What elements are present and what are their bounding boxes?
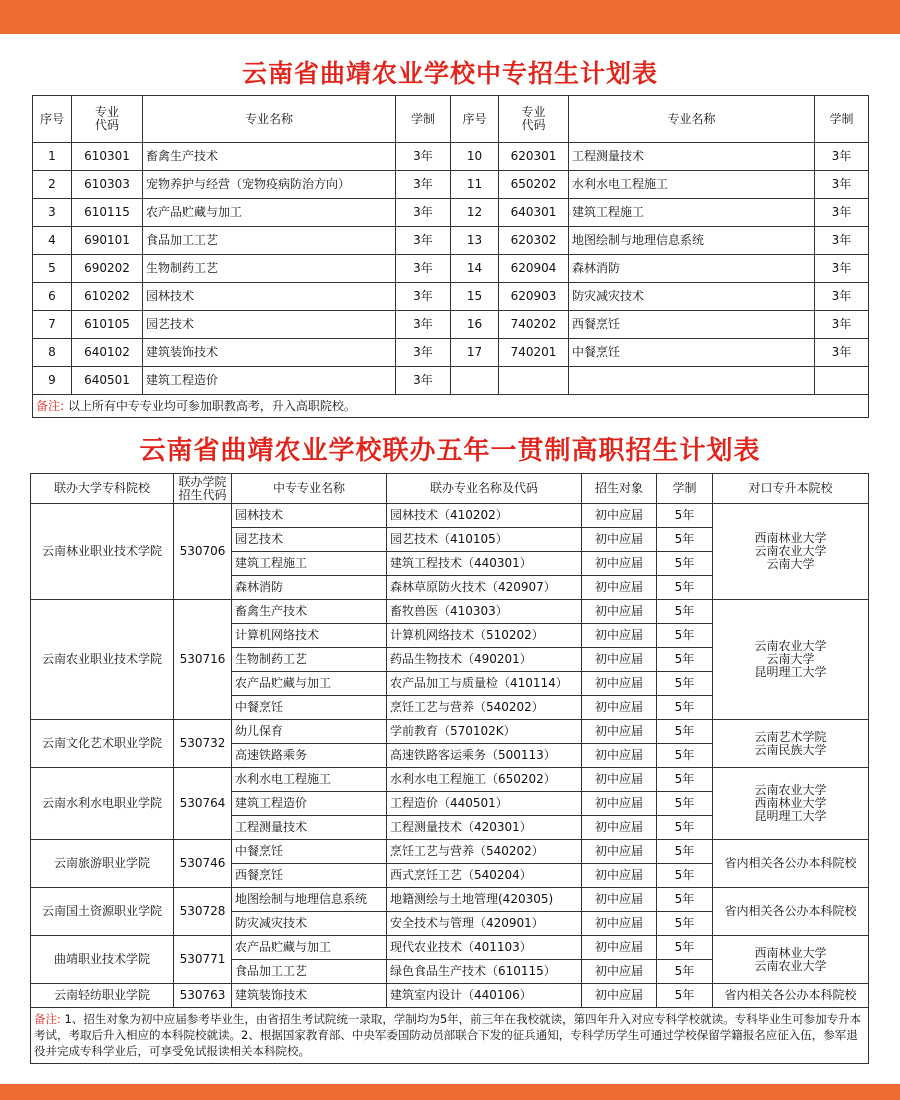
major-name: 中餐烹饪 (569, 339, 815, 367)
joint-major: 建筑室内设计（440106） (387, 984, 582, 1008)
university-name: 昆明理工大学 (754, 809, 827, 823)
joint-major: 建筑工程技术（440301） (387, 552, 582, 576)
major-code: 740201 (499, 339, 569, 367)
major-code: 610105 (72, 311, 143, 339)
university-name: 云南大学 (766, 557, 815, 571)
study-years: 5年 (657, 576, 713, 600)
university-name: 云南农业大学 (754, 639, 827, 653)
study-years: 5年 (657, 840, 713, 864)
study-years: 3年 (815, 283, 869, 311)
row-no: 16 (451, 311, 499, 339)
secondary-major: 高速铁路乘务 (232, 744, 387, 768)
table-row (31, 888, 869, 912)
joint-major: 现代农业技术（401103） (387, 936, 582, 960)
table-row (33, 171, 869, 199)
university-name: 云南大学 (766, 652, 815, 666)
study-years: 5年 (657, 960, 713, 984)
row-no: 17 (451, 339, 499, 367)
major-code: 640501 (72, 367, 143, 395)
major-code: 620302 (499, 227, 569, 255)
secondary-school-plan-table (32, 95, 869, 418)
header-university: 对口专升本院校 (713, 474, 869, 504)
joint-major: 烹饪工艺与营养（540202） (387, 840, 582, 864)
table-row (31, 984, 869, 1008)
table1-header-row (33, 96, 869, 143)
secondary-major: 农产品贮藏与加工 (232, 936, 387, 960)
header-years: 学制 (396, 96, 451, 143)
major-name: 建筑装饰技术 (143, 339, 396, 367)
enroll-target: 初中应届 (582, 552, 657, 576)
page-title-joint-college-plan: 云南省曲靖农业学校联办五年一贯制高职招生计划表 (139, 436, 761, 466)
joint-major: 畜牧兽医（410303） (387, 600, 582, 624)
secondary-major: 农产品贮藏与加工 (232, 672, 387, 696)
major-code: 690101 (72, 227, 143, 255)
enroll-target: 初中应届 (582, 768, 657, 792)
joint-major: 水利水电工程施工（650202） (387, 768, 582, 792)
row-no (451, 367, 499, 395)
study-years: 3年 (396, 283, 451, 311)
study-years: 3年 (815, 227, 869, 255)
study-years: 5年 (657, 888, 713, 912)
table-row (31, 840, 869, 864)
college-code: 530706 (174, 504, 232, 600)
major-code: 640102 (72, 339, 143, 367)
major-name: 西餐烹饪 (569, 311, 815, 339)
major-name: 宠物养护与经营（宠物疫病防治方向） (143, 171, 396, 199)
enroll-target: 初中应届 (582, 864, 657, 888)
table-row (31, 936, 869, 960)
major-code: 610115 (72, 199, 143, 227)
major-code: 650202 (499, 171, 569, 199)
secondary-major: 生物制药工艺 (232, 648, 387, 672)
header-years: 学制 (815, 96, 869, 143)
enroll-target: 初中应届 (582, 984, 657, 1008)
major-name: 建筑工程造价 (143, 367, 396, 395)
study-years: 5年 (657, 696, 713, 720)
university-name: 西南林业大学 (754, 796, 827, 810)
target-universities (713, 840, 869, 888)
study-years (815, 367, 869, 395)
study-years: 3年 (815, 171, 869, 199)
header-target: 招生对象 (582, 474, 657, 504)
study-years: 5年 (657, 744, 713, 768)
study-years: 3年 (396, 367, 451, 395)
header-major: 中专专业名称 (232, 474, 387, 504)
college-code: 530763 (174, 984, 232, 1008)
study-years: 5年 (657, 792, 713, 816)
top-orange-bar (0, 0, 900, 34)
college-name: 云南文化艺术职业学院 (31, 720, 174, 768)
major-code: 690202 (72, 255, 143, 283)
enroll-target: 初中应届 (582, 672, 657, 696)
study-years: 3年 (396, 311, 451, 339)
study-years: 3年 (396, 171, 451, 199)
joint-major: 工程测量技术（420301） (387, 816, 582, 840)
table-row (33, 255, 869, 283)
college-code: 530716 (174, 600, 232, 720)
joint-major: 森林草原防火技术（420907） (387, 576, 582, 600)
joint-major: 计算机网络技术（510202） (387, 624, 582, 648)
enroll-target: 初中应届 (582, 624, 657, 648)
study-years: 5年 (657, 936, 713, 960)
table2-note-row (31, 1008, 869, 1064)
joint-major: 农产品加工与质量检（410114） (387, 672, 582, 696)
note-text: 1、招生对象为初中应届参考毕业生，由省招生考试院统一录取，学制均为5年，前三年在我校就读，第四年升入对应专科学校就读。专科毕业生可参加专升本考试，考取后升入相应的本科院校就读。2、根据国家教育部、中央军委国防动员部联合下发的征兵通知，专科学历学生可通过学校保留学籍报名应征入伍，参军退役并完成专科学业后，可享受免试报读相关本科院校。 (34, 1012, 862, 1058)
university-name: 云南民族大学 (754, 742, 827, 757)
university-name: 省内相关各公办本科院校 (724, 904, 857, 918)
row-no: 3 (33, 199, 72, 227)
secondary-major: 西餐烹饪 (232, 864, 387, 888)
secondary-major: 园林技术 (232, 504, 387, 528)
major-code (499, 367, 569, 395)
secondary-major: 畜禽生产技术 (232, 600, 387, 624)
major-name: 水利水电工程施工 (569, 171, 815, 199)
major-name: 园艺技术 (143, 311, 396, 339)
table1-note-row (33, 395, 869, 418)
major-code: 620904 (499, 255, 569, 283)
enroll-target: 初中应届 (582, 840, 657, 864)
study-years: 5年 (657, 816, 713, 840)
college-code: 530771 (174, 936, 232, 984)
table-row (31, 720, 869, 744)
college-name: 曲靖职业技术学院 (31, 936, 174, 984)
study-years: 3年 (396, 143, 451, 171)
joint-major: 园艺技术（410105） (387, 528, 582, 552)
bottom-orange-bar (0, 1084, 900, 1100)
major-code: 610303 (72, 171, 143, 199)
college-name: 云南旅游职业学院 (31, 840, 174, 888)
college-code: 530746 (174, 840, 232, 888)
table1-note (33, 395, 869, 418)
header-name: 专业名称 (569, 96, 815, 143)
study-years: 5年 (657, 648, 713, 672)
major-name: 园林技术 (143, 283, 396, 311)
university-name: 云南农业大学 (754, 544, 827, 558)
secondary-major: 工程测量技术 (232, 816, 387, 840)
row-no: 2 (33, 171, 72, 199)
secondary-major: 建筑装饰技术 (232, 984, 387, 1008)
college-code: 530764 (174, 768, 232, 840)
joint-major: 地籍测绘与土地管理(420305) (387, 888, 582, 912)
joint-major: 工程造价（440501） (387, 792, 582, 816)
table-row (31, 504, 869, 528)
major-code: 620903 (499, 283, 569, 311)
major-name (569, 367, 815, 395)
study-years: 3年 (815, 311, 869, 339)
header-no: 序号 (451, 96, 499, 143)
enroll-target: 初中应届 (582, 504, 657, 528)
secondary-major: 地图绘制与地理信息系统 (232, 888, 387, 912)
enroll-target: 初中应届 (582, 744, 657, 768)
college-name: 云南林业职业技术学院 (31, 504, 174, 600)
secondary-major: 建筑工程造价 (232, 792, 387, 816)
enroll-target: 初中应届 (582, 648, 657, 672)
page-title-secondary-school-plan: 云南省曲靖农业学校中专招生计划表 (241, 59, 658, 88)
header-name: 专业名称 (143, 96, 396, 143)
college-name: 云南农业职业技术学院 (31, 600, 174, 720)
row-no: 15 (451, 283, 499, 311)
header-no: 序号 (33, 96, 72, 143)
study-years: 5年 (657, 552, 713, 576)
secondary-major: 计算机网络技术 (232, 624, 387, 648)
table-row (33, 227, 869, 255)
joint-major: 学前教育（570102K） (387, 720, 582, 744)
enroll-target: 初中应届 (582, 888, 657, 912)
study-years: 3年 (396, 339, 451, 367)
study-years: 5年 (657, 528, 713, 552)
study-years: 3年 (815, 143, 869, 171)
secondary-major: 园艺技术 (232, 528, 387, 552)
row-no: 8 (33, 339, 72, 367)
row-no: 13 (451, 227, 499, 255)
study-years: 5年 (657, 600, 713, 624)
secondary-major: 中餐烹饪 (232, 696, 387, 720)
table-row (33, 143, 869, 171)
joint-major: 西式烹饪工艺（540204） (387, 864, 582, 888)
study-years: 5年 (657, 768, 713, 792)
study-years: 5年 (657, 720, 713, 744)
header-college: 联办大学专科院校 (31, 474, 174, 504)
college-code: 530732 (174, 720, 232, 768)
study-years: 3年 (396, 227, 451, 255)
enroll-target: 初中应届 (582, 720, 657, 744)
joint-major: 绿色食品生产技术（610115） (387, 960, 582, 984)
university-name: 云南农业大学 (754, 783, 827, 797)
row-no: 6 (33, 283, 72, 311)
university-name: 云南艺术学院 (754, 729, 827, 744)
study-years: 3年 (815, 199, 869, 227)
college-name: 云南水利水电职业学院 (31, 768, 174, 840)
table2-header-row (31, 474, 869, 504)
joint-major: 园林技术（410202） (387, 504, 582, 528)
note-text: 以上所有中专专业均可参加职教高考，升入高职院校。 (64, 398, 356, 413)
major-name: 森林消防 (569, 255, 815, 283)
study-years: 3年 (396, 199, 451, 227)
study-years: 5年 (657, 504, 713, 528)
secondary-major: 建筑工程施工 (232, 552, 387, 576)
secondary-major: 幼儿保育 (232, 720, 387, 744)
joint-major: 药品生物技术（490201） (387, 648, 582, 672)
table-row (33, 339, 869, 367)
note-label: 备注: (34, 1012, 61, 1026)
table-row (33, 199, 869, 227)
major-code: 620301 (499, 143, 569, 171)
header-years: 学制 (657, 474, 713, 504)
note-label: 备注: (36, 398, 65, 413)
secondary-major: 森林消防 (232, 576, 387, 600)
row-no: 4 (33, 227, 72, 255)
target-universities (713, 984, 869, 1008)
college-name: 云南国土资源职业学院 (31, 888, 174, 936)
secondary-major: 食品加工工艺 (232, 960, 387, 984)
major-name: 防灾减灾技术 (569, 283, 815, 311)
header-joint-major: 联办专业名称及代码 (387, 474, 582, 504)
header-code: 专业 代码 (72, 96, 143, 143)
enroll-target: 初中应届 (582, 816, 657, 840)
enroll-target: 初中应届 (582, 528, 657, 552)
table-row (31, 600, 869, 624)
study-years: 5年 (657, 672, 713, 696)
row-no: 12 (451, 199, 499, 227)
study-years: 3年 (396, 255, 451, 283)
secondary-major: 中餐烹饪 (232, 840, 387, 864)
enroll-target: 初中应届 (582, 600, 657, 624)
row-no: 7 (33, 311, 72, 339)
joint-college-plan-table (30, 473, 869, 1064)
row-no: 11 (451, 171, 499, 199)
study-years: 3年 (815, 255, 869, 283)
enroll-target: 初中应届 (582, 912, 657, 936)
enroll-target: 初中应届 (582, 576, 657, 600)
university-name: 省内相关各公办本科院校 (724, 988, 857, 1002)
college-name: 云南轻纺职业学院 (31, 984, 174, 1008)
major-name: 工程测量技术 (569, 143, 815, 171)
table-row (33, 283, 869, 311)
university-name: 省内相关各公办本科院校 (724, 856, 857, 870)
university-name: 昆明理工大学 (754, 665, 827, 679)
target-universities (713, 888, 869, 936)
major-name: 畜禽生产技术 (143, 143, 396, 171)
major-name: 农产品贮藏与加工 (143, 199, 396, 227)
enroll-target: 初中应届 (582, 960, 657, 984)
study-years: 5年 (657, 912, 713, 936)
header-code: 专业 代码 (499, 96, 569, 143)
major-name: 地图绘制与地理信息系统 (569, 227, 815, 255)
college-code: 530728 (174, 888, 232, 936)
university-name: 云南农业大学 (754, 958, 827, 973)
major-name: 食品加工工艺 (143, 227, 396, 255)
target-universities (713, 720, 869, 768)
joint-major: 烹饪工艺与营养（540202） (387, 696, 582, 720)
row-no: 5 (33, 255, 72, 283)
major-name: 生物制药工艺 (143, 255, 396, 283)
target-universities (713, 600, 869, 720)
table-row (33, 367, 869, 395)
target-universities (713, 504, 869, 600)
row-no: 14 (451, 255, 499, 283)
row-no: 1 (33, 143, 72, 171)
header-college-code: 联办学院 招生代码 (174, 474, 232, 504)
study-years: 5年 (657, 864, 713, 888)
joint-major: 高速铁路客运乘务（500113） (387, 744, 582, 768)
major-name: 建筑工程施工 (569, 199, 815, 227)
joint-major: 安全技术与管理（420901） (387, 912, 582, 936)
row-no: 10 (451, 143, 499, 171)
major-code: 610301 (72, 143, 143, 171)
university-name: 西南林业大学 (754, 945, 827, 960)
row-no: 9 (33, 367, 72, 395)
study-years: 5年 (657, 984, 713, 1008)
enroll-target: 初中应届 (582, 696, 657, 720)
table-row (33, 311, 869, 339)
target-universities (713, 768, 869, 840)
major-code: 740202 (499, 311, 569, 339)
target-universities (713, 936, 869, 984)
major-code: 640301 (499, 199, 569, 227)
secondary-major: 水利水电工程施工 (232, 768, 387, 792)
major-code: 610202 (72, 283, 143, 311)
enroll-target: 初中应届 (582, 792, 657, 816)
secondary-major: 防灾减灾技术 (232, 912, 387, 936)
table2-note (31, 1008, 869, 1064)
enroll-target: 初中应届 (582, 936, 657, 960)
study-years: 5年 (657, 624, 713, 648)
study-years: 3年 (815, 339, 869, 367)
table-row (31, 768, 869, 792)
university-name: 西南林业大学 (754, 531, 827, 545)
